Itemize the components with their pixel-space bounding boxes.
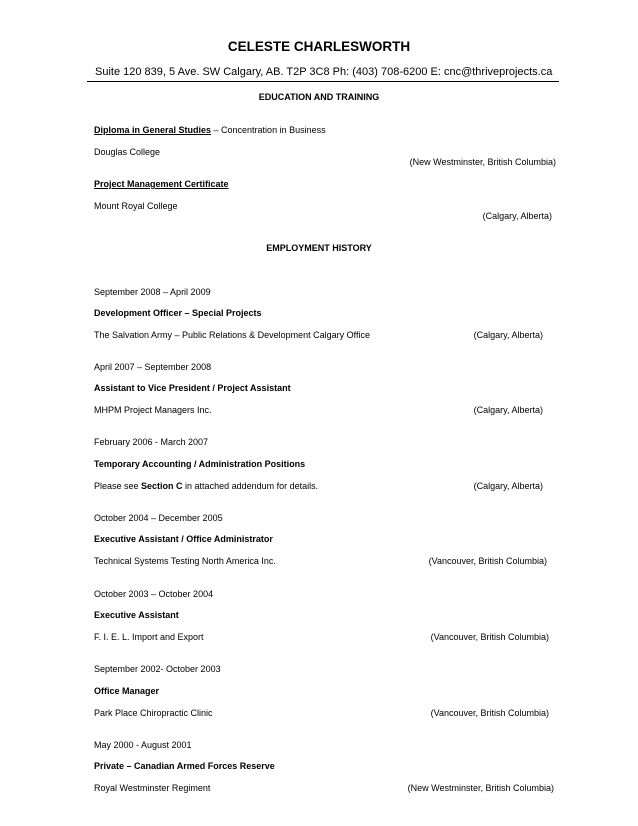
job-6-dates: September 2002- October 2003 (94, 664, 221, 674)
education-item-2-location: (Calgary, Alberta) (482, 211, 552, 221)
job-1-title: Development Officer – Special Projects (94, 308, 262, 318)
job-5-employer: F. I. E. L. Import and Export (94, 632, 204, 642)
job-3-employer-pre: Please see (94, 481, 142, 491)
job-3-employer (94, 482, 318, 491)
job-3-title: Temporary Accounting / Administration Positions (94, 459, 306, 469)
job-7-title: Private – Canadian Armed Forces Reserve (94, 761, 275, 771)
job-5-dates: October 2003 – October 2004 (94, 589, 214, 599)
job-1-location: (Calgary, Alberta) (473, 330, 543, 340)
job-6-location: (Vancouver, British Columbia) (430, 708, 549, 718)
job-3-employer-post: in attached addendum for details. (182, 481, 319, 491)
education-item-1-title-line (94, 126, 326, 135)
employment-heading: EMPLOYMENT HISTORY (266, 243, 372, 253)
job-4-dates: October 2004 – December 2005 (94, 513, 223, 523)
education-item-1-location: (New Westminster, British Columbia) (409, 157, 556, 167)
header-divider (87, 81, 559, 82)
education-item-2-title-line (94, 180, 229, 189)
job-5-title: Executive Assistant (94, 610, 179, 620)
education-item-2-school: Mount Royal College (94, 201, 178, 211)
job-4-location: (Vancouver, British Columbia) (428, 556, 547, 566)
contact-line: Suite 120 839, 5 Ave. SW Calgary, AB. T2P 3C8 Ph: (403) 708-6200 E: cnc@thriveprojects.ca (95, 66, 553, 78)
job-2-employer: MHPM Project Managers Inc. (94, 405, 212, 415)
job-6-employer: Park Place Chiropractic Clinic (94, 708, 213, 718)
job-2-location: (Calgary, Alberta) (473, 405, 543, 415)
job-6-title: Office Manager (94, 686, 160, 696)
education-heading: EDUCATION AND TRAINING (258, 92, 380, 102)
job-7-employer: Royal Westminster Regiment (94, 783, 211, 793)
job-5-location: (Vancouver, British Columbia) (430, 632, 549, 642)
job-4-title: Executive Assistant / Office Administrator (94, 534, 273, 544)
job-1-dates: September 2008 – April 2009 (94, 287, 211, 297)
job-2-dates: April 2007 – September 2008 (94, 362, 212, 372)
job-3-location: (Calgary, Alberta) (473, 481, 543, 491)
job-2-title: Assistant to Vice President / Project Assistant (94, 383, 291, 393)
education-item-1-title: Diploma in General Studies (94, 125, 212, 135)
education-item-1-suffix: – Concentration in Business (211, 125, 326, 135)
job-1-employer: The Salvation Army – Public Relations & Development Calgary Office (94, 330, 370, 340)
job-7-dates: May 2000 - August 2001 (94, 740, 192, 750)
education-item-1-school: Douglas College (94, 147, 161, 157)
job-4-employer: Technical Systems Testing North America Inc. (94, 556, 276, 566)
job-3-section-ref: Section C (141, 481, 183, 491)
resume-name: CELESTE CHARLESWORTH (227, 39, 411, 54)
education-item-2-title: Project Management Certificate (94, 179, 229, 189)
job-3-dates: February 2006 - March 2007 (94, 437, 209, 447)
job-7-location: (New Westminster, British Columbia) (407, 783, 554, 793)
